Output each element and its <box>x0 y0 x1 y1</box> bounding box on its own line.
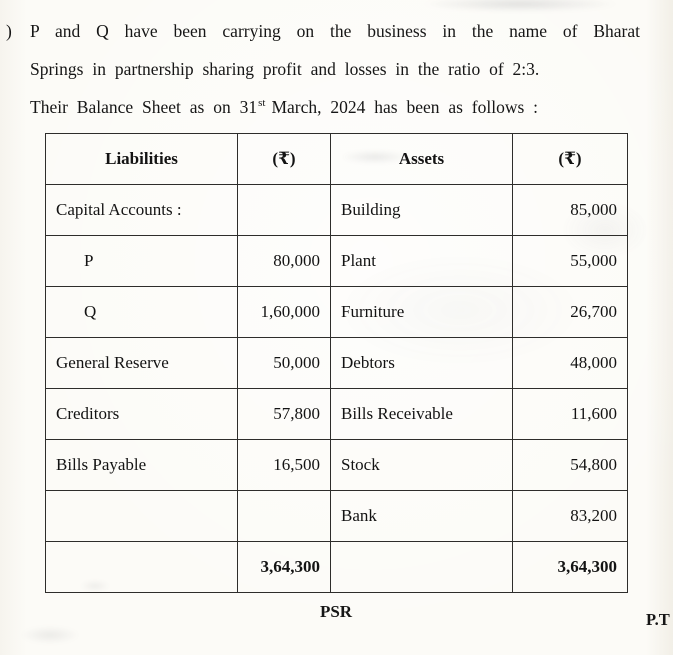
table-row <box>46 389 628 440</box>
table-header-row <box>46 134 628 185</box>
asset-name: Furniture <box>331 287 513 338</box>
asset-name: Stock <box>331 440 513 491</box>
table-row <box>46 440 628 491</box>
asset-amount: 48,000 <box>513 338 628 389</box>
asset-name: Building <box>331 185 513 236</box>
table-row <box>46 236 628 287</box>
question-label: ) <box>6 21 12 41</box>
date-suffix: March, 2024 has been as follows : <box>271 97 539 117</box>
liability-amount <box>238 491 331 542</box>
asset-amount: 11,600 <box>513 389 628 440</box>
liability-amount: 16,500 <box>238 440 331 491</box>
asset-amount: 83,200 <box>513 491 628 542</box>
scan-artifact <box>420 0 620 12</box>
asset-name: Bills Receivable <box>331 389 513 440</box>
asset-name: Plant <box>331 236 513 287</box>
liability-amount: 80,000 <box>238 236 331 287</box>
asset-name <box>331 542 513 593</box>
liability-name: Creditors <box>46 389 238 440</box>
table-row <box>46 287 628 338</box>
question-line-2: Springs in partnership sharing profit and losses in the ratio of 2:3. <box>30 59 540 79</box>
liability-name <box>46 491 238 542</box>
col-header-assets: Assets <box>331 134 513 185</box>
asset-amount: 26,700 <box>513 287 628 338</box>
balance-sheet-table <box>45 133 628 593</box>
liability-name: General Reserve <box>46 338 238 389</box>
liability-name: Capital Accounts : <box>46 185 238 236</box>
pto-label: P.T <box>646 610 670 629</box>
liability-name: Q <box>46 287 238 338</box>
col-header-liabilities: Liabilities <box>46 134 238 185</box>
liability-amount: 57,800 <box>238 389 331 440</box>
table-row <box>46 338 628 389</box>
scan-artifact <box>20 626 80 644</box>
psr-label: PSR <box>319 602 353 621</box>
liabilities-total: 3,64,300 <box>238 542 331 593</box>
table-totals-row <box>46 542 628 593</box>
liability-amount: 1,60,000 <box>238 287 331 338</box>
assets-total: 3,64,300 <box>513 542 628 593</box>
asset-name: Bank <box>331 491 513 542</box>
question-paragraph <box>6 12 640 126</box>
ordinal-superscript: st <box>258 97 266 110</box>
table-row <box>46 185 628 236</box>
asset-amount: 54,800 <box>513 440 628 491</box>
table-row <box>46 491 628 542</box>
asset-name: Debtors <box>331 338 513 389</box>
liability-name: Bills Payable <box>46 440 238 491</box>
liability-amount <box>238 185 331 236</box>
question-line-1: P and Q have been carrying on the business in the name of Bharat <box>30 21 640 41</box>
question-line-3 <box>30 88 640 126</box>
liability-name <box>46 542 238 593</box>
asset-amount: 55,000 <box>513 236 628 287</box>
asset-amount: 85,000 <box>513 185 628 236</box>
liability-amount: 50,000 <box>238 338 331 389</box>
col-header-assets-amount: (₹) <box>513 134 628 185</box>
date-prefix: Their Balance Sheet as on 31 <box>30 97 258 117</box>
col-header-liabilities-amount: (₹) <box>238 134 331 185</box>
liability-name: P <box>46 236 238 287</box>
